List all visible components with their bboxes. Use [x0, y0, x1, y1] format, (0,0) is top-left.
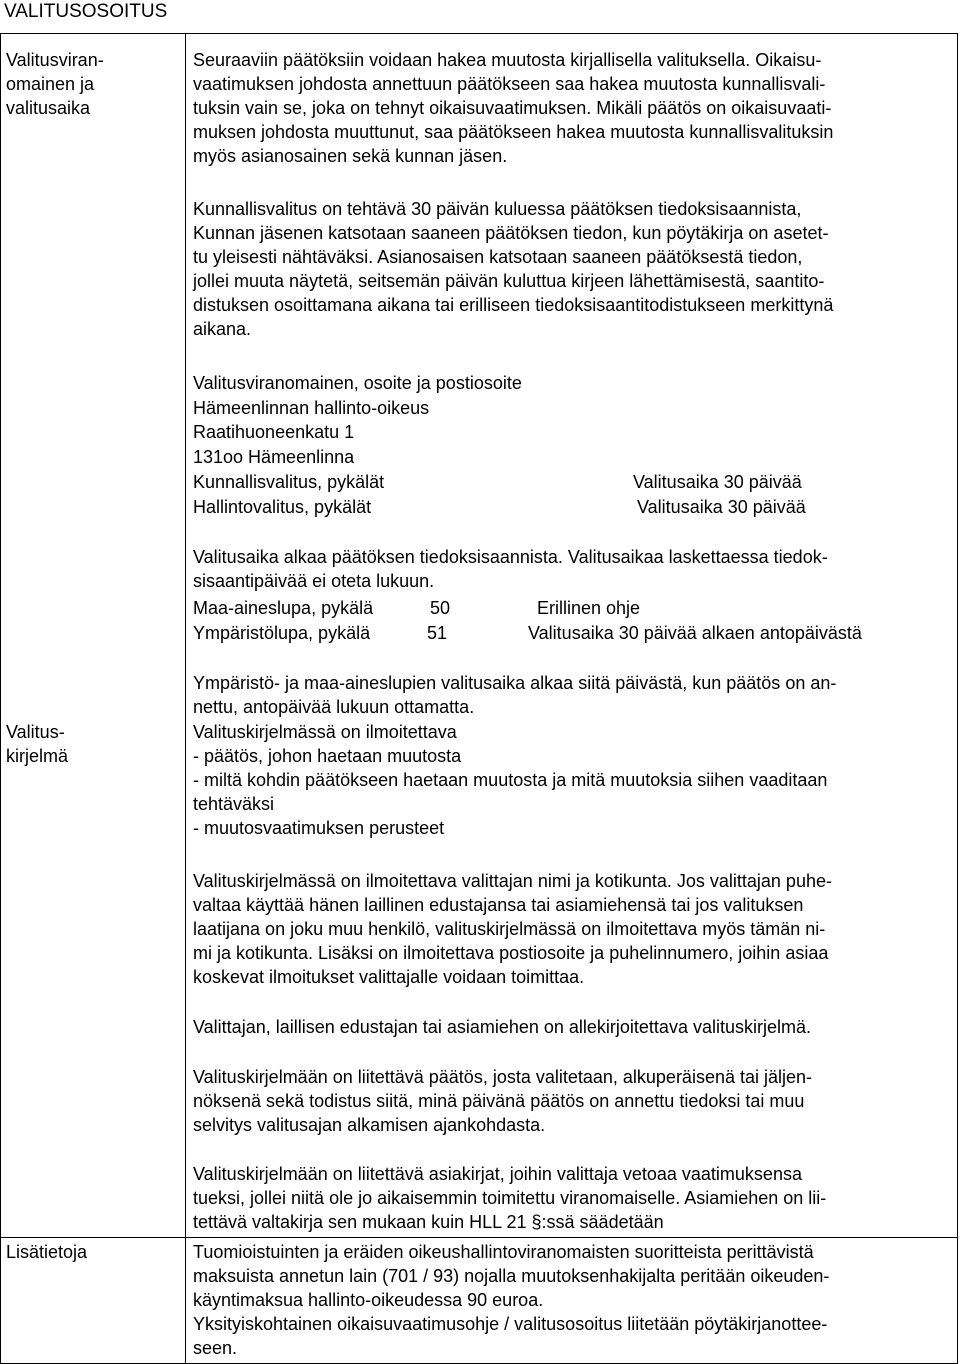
municipal-appeal-period: Valitusaika 30 päivää	[633, 472, 802, 492]
paragraph-period-start: Valitusaika alkaa päätöksen tiedoksisaannista. Valitusaikaa laskettaessa tiedok- sisaantipäivää ei oteta lukuun.	[193, 547, 828, 591]
row-divider	[0, 1237, 958, 1238]
paragraph-signature: Valittajan, laillisen edustajan tai asiamiehen on allekirjoitettava valituskirjelmä.	[193, 1017, 811, 1037]
paragraph-appeal-period: Kunnallisvalitus on tehtävä 30 päivän kuluessa päätöksen tiedoksisaannista, Kunnan jäsenen katsotaan saaneen päätöksen tiedon, kun pöytäkirja on asetet- tu yleisesti nähtäväksi. Asianosaisen katsotaan saaneen päätöksestä tiedon, jollei muuta näytetä, seitsemän päivän kuluttua kirjeen lähettämisestä, saantito- distuksen osoittamana aikana tai erilliseen tiedoksisaantitodistukseen merkittynä aikana.	[193, 199, 834, 339]
label-additional-info: Lisätietoja	[6, 1242, 88, 1262]
label-authority-and-period: Valitusviran- omainen ja valitusaika	[6, 50, 104, 118]
address-line-3: 131oo Hämeenlinna	[193, 447, 355, 467]
page-title: VALITUSOSOITUS	[4, 1, 168, 22]
paragraph-attached-documents: Valituskirjelmään on liitettävä asiakirjat, joihin valittaja vetoaa vaatimuksensa tueksi, jollei niitä ole jo aikaisemmin toimitettu viranomaiselle. Asiamiehen on lii- tettävä valtakirja sen mukaan kuin HLL 21 §:ssä säädetään	[193, 1164, 827, 1232]
paragraph-permit-period: Ympäristö- ja maa-aineslupien valitusaika alkaa siitä päivästä, kun päätös on an- nettu, antopäivää lukuun ottamatta.	[193, 673, 837, 717]
address-heading: Valitusviranomainen, osoite ja postiosoite	[193, 373, 522, 393]
paragraph-fees: Tuomioistuinten ja eräiden oikeushallintoviranomaisten suoritteista perittävistä maksuista annetun lain (701 / 93) nojalla muutoksenhakijalta peritään oikeuden- käyntimaksua hallinto-oikeudessa 90 euroa. Yksityiskohtainen oikaisuvaatimusohje / valitusosoitus liitetään pöytäkirjanottee- seen.	[193, 1242, 830, 1358]
paragraph-appellant-details: Valituskirjelmässä on ilmoitettava valittajan nimi ja kotikunta. Jos valittajan puhe- valtaa käyttää hänen laillinen edustajansa tai asiamiehensä tai jos valituksen laatijana on joku muu henkilö, valituskirjelmässä on ilmoitettava myös tämän ni- mi ja kotikunta. Lisäksi on ilmoitettava postiosoite ja puhelinnumero, joihin asiaa koskevat ilmoitukset valittajalle voidaan toimittaa.	[193, 871, 832, 987]
address-line-1: Hämeenlinnan hallinto-oikeus	[193, 398, 430, 418]
environment-permit-label: Ympäristölupa, pykälä	[193, 623, 371, 643]
address-line-2: Raatihuoneenkatu 1	[193, 422, 355, 442]
paragraph-appeal-decisions: Seuraaviin päätöksiin voidaan hakea muutosta kirjallisella valituksella. Oikaisu- vaatimuksen johdosta annettuun päätökseen saa hakea muutosta kunnallisvali- tuksin vain se, joka on tehnyt oikaisuvaatimuksen. Mikäli päätös on oikaisuvaati- muksen johdosta muuttunut, saa päätökseen hakea muutosta kunnallisvalituksin myös asianosainen sekä kunnan jäsen.	[193, 50, 834, 166]
admin-appeal-label: Hallintovalitus, pykälät	[193, 497, 372, 517]
soil-permit-section: 50	[430, 598, 451, 618]
environment-permit-note: Valitusaika 30 päivää alkaen antopäivästä	[528, 623, 862, 643]
column-divider	[185, 33, 186, 1364]
environment-permit-section: 51	[427, 623, 448, 643]
soil-permit-label: Maa-aineslupa, pykälä	[193, 598, 374, 618]
label-appeal-letter: Valitus- kirjelmä	[6, 722, 69, 766]
paragraph-attached-decision: Valituskirjelmään on liitettävä päätös, josta valitetaan, alkuperäisenä tai jäljen- nöksenä sekä todistus siitä, minä päivänä päätös on annettu tiedoksi tai muu selvitys valitusajan alkamisen ajankohdasta.	[193, 1067, 813, 1135]
paragraph-letter-contents: Valituskirjelmässä on ilmoitettava - päätös, johon haetaan muutosta - miltä kohdin päätökseen haetaan muutosta ja mitä muutoksia siihen vaaditaan tehtäväksi - muutosvaatimuksen perusteet	[193, 722, 828, 838]
municipal-appeal-label: Kunnallisvalitus, pykälät	[193, 472, 385, 492]
admin-appeal-period: Valitusaika 30 päivää	[637, 497, 806, 517]
soil-permit-note: Erillinen ohje	[537, 598, 641, 618]
